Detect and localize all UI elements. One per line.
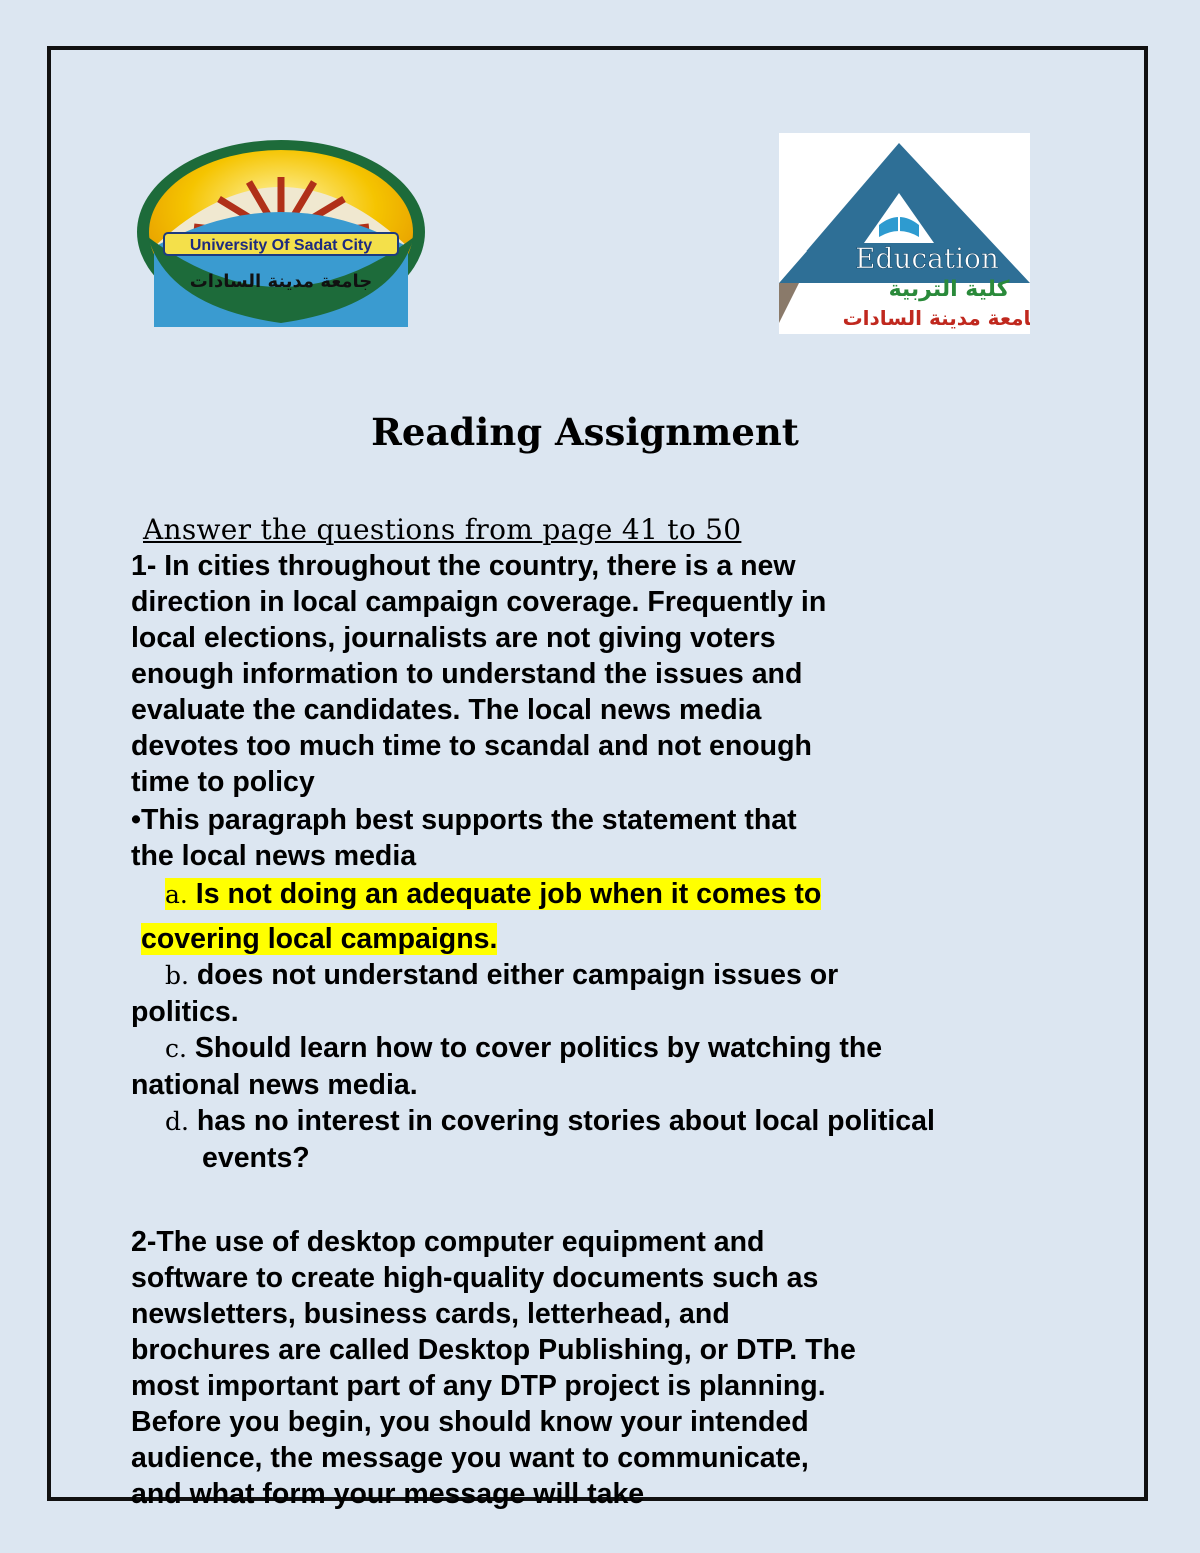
logo-right-en-text: Education (855, 242, 999, 275)
question-2 (131, 1224, 1031, 1512)
q1-line: evaluate the candidates. The local news media (131, 694, 762, 726)
q1-line: time to policy (131, 766, 315, 798)
option-a (131, 876, 1031, 913)
option-a-continued (131, 921, 1031, 957)
q2-line: audience, the message you want to communicate, (131, 1442, 809, 1474)
logo-left-en-text: University Of Sadat City (189, 237, 373, 254)
option-d-letter: d. (165, 1107, 189, 1136)
q2-line: newsletters, business cards, letterhead, and (131, 1298, 730, 1330)
option-b (131, 957, 1031, 994)
option-d-text: has no interest in covering stories about local political (196, 1105, 935, 1137)
q2-line: most important part of any DTP project is planning. (131, 1370, 826, 1402)
q1-line: local elections, journalists are not giving voters (131, 622, 776, 654)
q1-line: direction in local campaign coverage. Frequently in (131, 586, 827, 618)
question-1 (131, 548, 1031, 1176)
q1-prompt-line: the local news media (131, 840, 417, 872)
q2-line: 2-The use of desktop computer equipment and (131, 1226, 765, 1258)
q1-prompt-line: •This paragraph best supports the statement that (131, 804, 797, 836)
q2-line: software to create high-quality documents such as (131, 1262, 819, 1294)
option-c-letter: c. (165, 1034, 187, 1063)
option-c-text: Should learn how to cover politics by watching the (194, 1032, 883, 1064)
logo-right-ar2-text: جامعة مدينة السادات (842, 306, 1030, 330)
q1-line: 1- In cities throughout the country, there is a new (131, 550, 796, 582)
option-b-text-2: politics. (131, 996, 239, 1028)
q2-line: Before you begin, you should know your intended (131, 1406, 809, 1438)
option-d (131, 1103, 1031, 1140)
option-d-text-2: events? (202, 1142, 310, 1174)
q2-line: and what form your message will take (131, 1478, 645, 1510)
assignment-content (131, 512, 1031, 1512)
option-b-text: does not understand either campaign issues or (196, 959, 839, 991)
option-a-letter: a. (165, 880, 188, 909)
spacer (131, 1176, 1031, 1224)
faculty-logo (779, 133, 1030, 334)
option-a-text: Is not doing an adequate job when it comes to (195, 878, 822, 910)
option-a-text-2: covering local campaigns. (141, 923, 498, 955)
logo-right-ar1-text: كلية التربية (888, 277, 1010, 302)
logo-left-ar-text: جامعة مدينة السادات (189, 271, 373, 292)
option-b-letter: b. (165, 961, 189, 990)
q1-line: enough information to understand the issues and (131, 658, 803, 690)
option-c (131, 1030, 1031, 1067)
q1-line: devotes too much time to scandal and not enough (131, 730, 812, 762)
instruction-text: Answer the questions from page 41 to 50 (143, 513, 742, 546)
q2-line: brochures are called Desktop Publishing, or DTP. The (131, 1334, 856, 1366)
option-c-text-2: national news media. (131, 1069, 418, 1101)
university-logo (134, 137, 428, 327)
page-title: Reading Assignment (371, 410, 799, 454)
faculty-pyramid-icon (779, 133, 1030, 334)
university-seal-icon (134, 137, 428, 327)
